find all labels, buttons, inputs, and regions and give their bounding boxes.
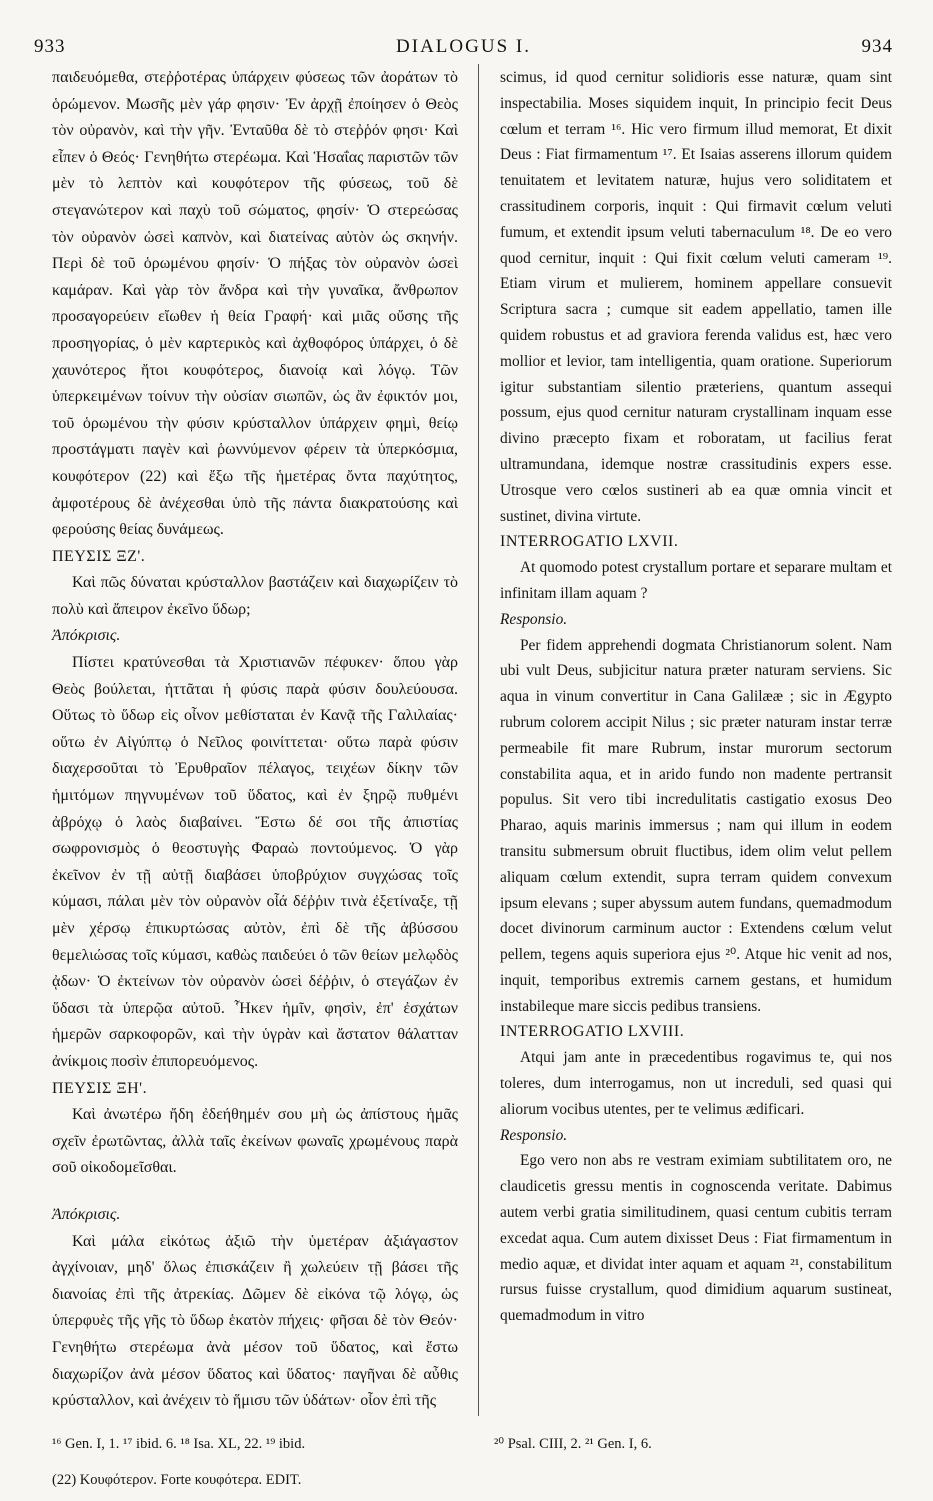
latin-question: Atqui jam ante in præcedentibus rogavimus te, qui nos toleres, dum interrogamus, non ut increduli, sed quasi qui aliorum vocibus utentes, per te velimus ædificari.	[500, 1049, 892, 1118]
greek-response-label: Ἀπόκρισις.	[52, 627, 121, 645]
greek-section-heading: ΠΕΥΣΙΣ ΞΗ'.	[52, 1079, 148, 1097]
page-number-right: 934	[861, 36, 893, 57]
latin-section-heading: INTERROGATIO LXVII.	[500, 533, 679, 551]
greek-paragraph: παιδευόμεθα, στεῤῥοτέρας ὑπάρχειν φύσεως τῶν ἀοράτων τὸ ὁρώμενον. Μωσῆς μὲν γάρ φησιν· Ἐν ἀρχῇ ἐποίησεν ὁ Θεὸς τὸν οὐρανὸν, καὶ τὴν γῆν. Ἐνταῦθα δὲ τὸ στεῤῥόν φησι· Καὶ εἶπεν ὁ Θεός· Γενηθήτω στερέωμα. Καὶ Ἡσαΐας παριστῶν τῶν μὲν τὸ λεπτὸν καὶ κουφότερον τῆς φύσεως, τοῦ δὲ στεγανώτερον καὶ παχὺ τοῦ σώματος, φησίν· Ὁ στερεώσας τὸν οὐρανὸν ὡσεὶ καπνὸν, καὶ διατείνας αὐτὸν ὡς σκηνήν. Περὶ δὲ τοῦ ὁρωμένου φησίν· Ὁ πήξας τὸν οὐρανὸν ὡσεὶ καμάραν. Καὶ γὰρ τὸν ἄνδρα καὶ τὴν γυναῖκα, ἄνθρωπον προσαγορεύειν εἴωθεν ἡ θεία Γραφή· καὶ μιᾶς οὔσης τῆς προσηγορίας, ὁ μὲν καρτερικὸς καὶ ἀχθοφόρος ὑπάρχει, ὁ δὲ χαυνότερος ἤτοι κουφότερος, διανοίᾳ καὶ λόγῳ. Τῶν ὑπερκειμένων τοίνυν τὴν οὐσίαν σιωπῶν, ὡς ἂν ἐφικτόν μοι, τοῦ ὁρωμένου τὴν φύσιν κρύσταλλον ὑπάρχειν φημὶ, θείῳ προστάγματι παγὲν καὶ ῥωννύμενον φέρειν τὰ ὑπερκόσμια, κουφότερον (22) καὶ ἔξω τῆς ἡμετέρας ὄντα παχύτητος, ἀμφοτέρους δὲ ἀνέχεσθαι ὑπὸ τῆς πάντα διακρατούσης καὶ φερούσης θείας δυνάμεως.	[52, 69, 458, 539]
greek-question: Καὶ ἀνωτέρω ἤδη ἐδεήθημέν σου μὴ ὡς ἀπίστους ἡμᾶς σχεῖν ἐρωτῶντας, ἀλλὰ ταῖς ἐκείνων φωναῖς χρωμένους παρὰ σοῦ οἰκοδομεῖσθαι.	[52, 1106, 458, 1177]
latin-answer: Ego vero non abs re vestram eximiam subtilitatem oro, ne claudicetis gressu mentis in cognoscenda veritate. Dabimus autem verbi gratia similitudinem, quasi centum cubitis terram excedat aqua. Cum autem dixisset Deus : Fiat firmamentum in medio aquæ, et dividat inter aquam et aquam ²¹, constabilitum rursus fuisse crystallum, quod dimidium aquarum sustineat, quemadmodum in vitro	[500, 1152, 892, 1325]
latin-paragraph: scimus, id quod cernitur solidioris esse naturæ, quam sint inspectabilia. Moses siquidem inquit, In principio fecit Deus cœlum et terram ¹⁶. Hic vero firmum illud memorat, Et dixit Deus : Fiat firmamentum ¹⁷. Et Isaias asserens illorum quidem tenuitatem et levitatem naturæ, hujus vero soliditatem et crassitudinem corporis, inquit : Qui firmavit cœlum veluti fumum, et extendit ipsum veluti tabernaculum ¹⁸. De eo vero quod cernitur, inquit : Qui fixit cœlum veluti cameram ¹⁹. Etiam virum et mulierem, hominem appellare consuevit Scriptura sacra ; cumque sit eadem appellatio, tamen ille quidem robustus et ad graviora ferenda validus est, hæc vero mollior et levior, tam intelligentia, quam oratione. Superiorum igitur substantiam silentio præteriens, quantum assequi possum, ejus quod cernitur naturam crystallinam inquam esse divino præcepto fixam et roboratam, ut facilius ferat ultramundana, idemque nostræ crassitudinis expers esse. Utrosque vero cœlos sustineri ab ea quæ omnia vincit et sustinet, divina virtute.	[500, 69, 892, 525]
latin-response-label: Responsio.	[500, 1126, 568, 1144]
running-header	[34, 36, 893, 60]
latin-question: At quomodo potest crystallum portare et separare multam et infinitam illam aquam ?	[500, 559, 892, 602]
column-divider	[478, 64, 479, 1416]
footnotes-greek-side: ¹⁶ Gen. I, 1. ¹⁷ ibid. 6. ¹⁸ Isa. XL, 22. ¹⁹ ibid.	[52, 1436, 306, 1452]
greek-column	[52, 65, 458, 1415]
running-title: DIALOGUS I.	[396, 36, 531, 57]
latin-column	[500, 65, 892, 1329]
footnotes	[52, 1433, 892, 1491]
greek-answer: Πίστει κρατύνεσθαι τὰ Χριστιανῶν πέφυκεν· ὅπου γὰρ Θεὸς βούλεται, ἡττᾶται ἡ φύσις παρὰ φύσιν δουλεύουσα. Οὕτως τὸ ὕδωρ εἰς οἶνον μεθίσταται ἐν Κανᾷ τῆς Γαλιλαίας· οὕτω ἐν Αἰγύπτῳ ὁ Νεῖλος φοινίττεται· οὕτω παρὰ φύσιν διαχερσοῦται τὸ Ἐρυθραῖον πέλαγος, τειχέων δίκην τῶν ἡμιτόμων πηγνυμένων τοῦ ὕδατος, καὶ ἐν ξηρῷ πυθμένι ἀβρόχῳ ὁ λαὸς διαβαίνει. Ἔστω δέ σοι τῆς ἀπιστίας σωφρονισμὸς ὁ θεοστυγὴς Φαραὼ ποντούμενος. Ὁ γὰρ ἐκεῖνον ἐν τῇ αὐτῇ διαβάσει ὑποβρύχιον συγχώσας τοῖς κύμασι, πάλαι μὲν τὸν οὐρανὸν οἷά δέῤῥιν τινὰ ἐξετίναξε, τῇ μὲν χέρσῳ ἐπικυρτώσας αὐτὸν, ἐπὶ δὲ τῆς ἀβύσσου θεμελιώσας τοῖς κύμασι, καθὼς παιδεύει ὁ τῶν θείων μελῳδὸς ᾀδων· Ὁ ἐκτείνων τὸν οὐρανὸν ὡσεὶ δέῤῥιν, ὁ στεγάζων ἐν ὕδασι τὰ ὑπερῷα αὐτοῦ. Ἧκεν ἡμῖν, φησὶν, ἐπ' ἐσχάτων ἡμερῶν σαρκοφορῶν, καὶ τὴν ὑγρὰν καὶ ἄστατον θάλατταν ἀνίκμοις ποσὶν ἐπιπορευόμενος.	[52, 654, 458, 1070]
editor-note: (22) Κουφότερον. Forte κουφότερα. EDIT.	[52, 1472, 302, 1488]
spacer	[52, 1182, 458, 1202]
latin-section-heading: INTERROGATIO LXVIII.	[500, 1023, 685, 1041]
latin-answer: Per fidem apprehendi dogmata Christianorum solent. Nam ubi vult Deus, subjicitur natura præter naturam serviens. Sic aqua in vinum convertitur in Cana Galilææ ; sic in Ægypto rubrum colorem accipit Nilus ; sic præter naturam instar terræ permeabile fit mare Rubrum, instar murorum sectorum constabilita aqua, et in arido fundo non madente pertransit populus. Sit vero tibi incredulitatis castigatio exosus Deo Pharao, aquis marinis immersus ; nam qui illum in eodem transitu submersum obruit fluctibus, idem olim velut pellem aliquam cœlum extendit, supra terram quidem convexum ipsum elevans ; super abyssum autem fundans, quemadmodum docet divinorum carminum auctor : Extendens cœlum velut pellem, tegens aquis superiora ejus ²⁰. Atque hic venit ad nos, inquit, temporibus extremis carnem gestans, et humidum instabileque mare siccis pedibus transiens.	[500, 636, 892, 1015]
greek-section-heading: ΠΕΥΣΙΣ ΞΖ'.	[52, 547, 146, 565]
greek-answer: Καὶ μάλα εἰκότως ἀξιῶ τὴν ὑμετέραν ἀξιάγαστον ἀγχίνοιαν, μηδ' ὅλως ἐπισκάζειν ἢ χωλεύειν τῇ βάσει τῆς διανοίας ἐπὶ τῆς ἀτρεκίας. Δῶμεν δὲ εἰκόνα τῷ λόγῳ, ὡς ὑπερφυὲς τῆς γῆς τὸ ὕδωρ ἑκατὸν πήχεις· φῆσαι δὲ τὸν Θεόν· Γενηθήτω στερέωμα ἀνὰ μέσον τοῦ ὕδατος, καὶ ἔστω διαχωρίζον ἀνὰ μέσον ὕδατος καὶ ὕδατος· παγῆναι δὲ αὖθις κρύσταλλον, καὶ ἀνέχειν τὸ ἥμισυ τῶν ὑδάτων· οἷον ἐπὶ τῆς	[52, 1232, 458, 1410]
footnote-row	[52, 1433, 892, 1455]
greek-question: Καὶ πῶς δύναται κρύσταλλον βαστάζειν καὶ διαχωρίζειν τὸ πολὺ καὶ ἄπειρον ἐκεῖνο ὕδωρ;	[52, 574, 458, 618]
latin-response-label: Responsio.	[500, 610, 568, 628]
greek-response-label: Ἀπόκρισις.	[52, 1205, 121, 1223]
page-number-left: 933	[34, 36, 66, 57]
footnotes-latin-side: ²⁰ Psal. CIII, 2. ²¹ Gen. I, 6.	[493, 1436, 652, 1452]
